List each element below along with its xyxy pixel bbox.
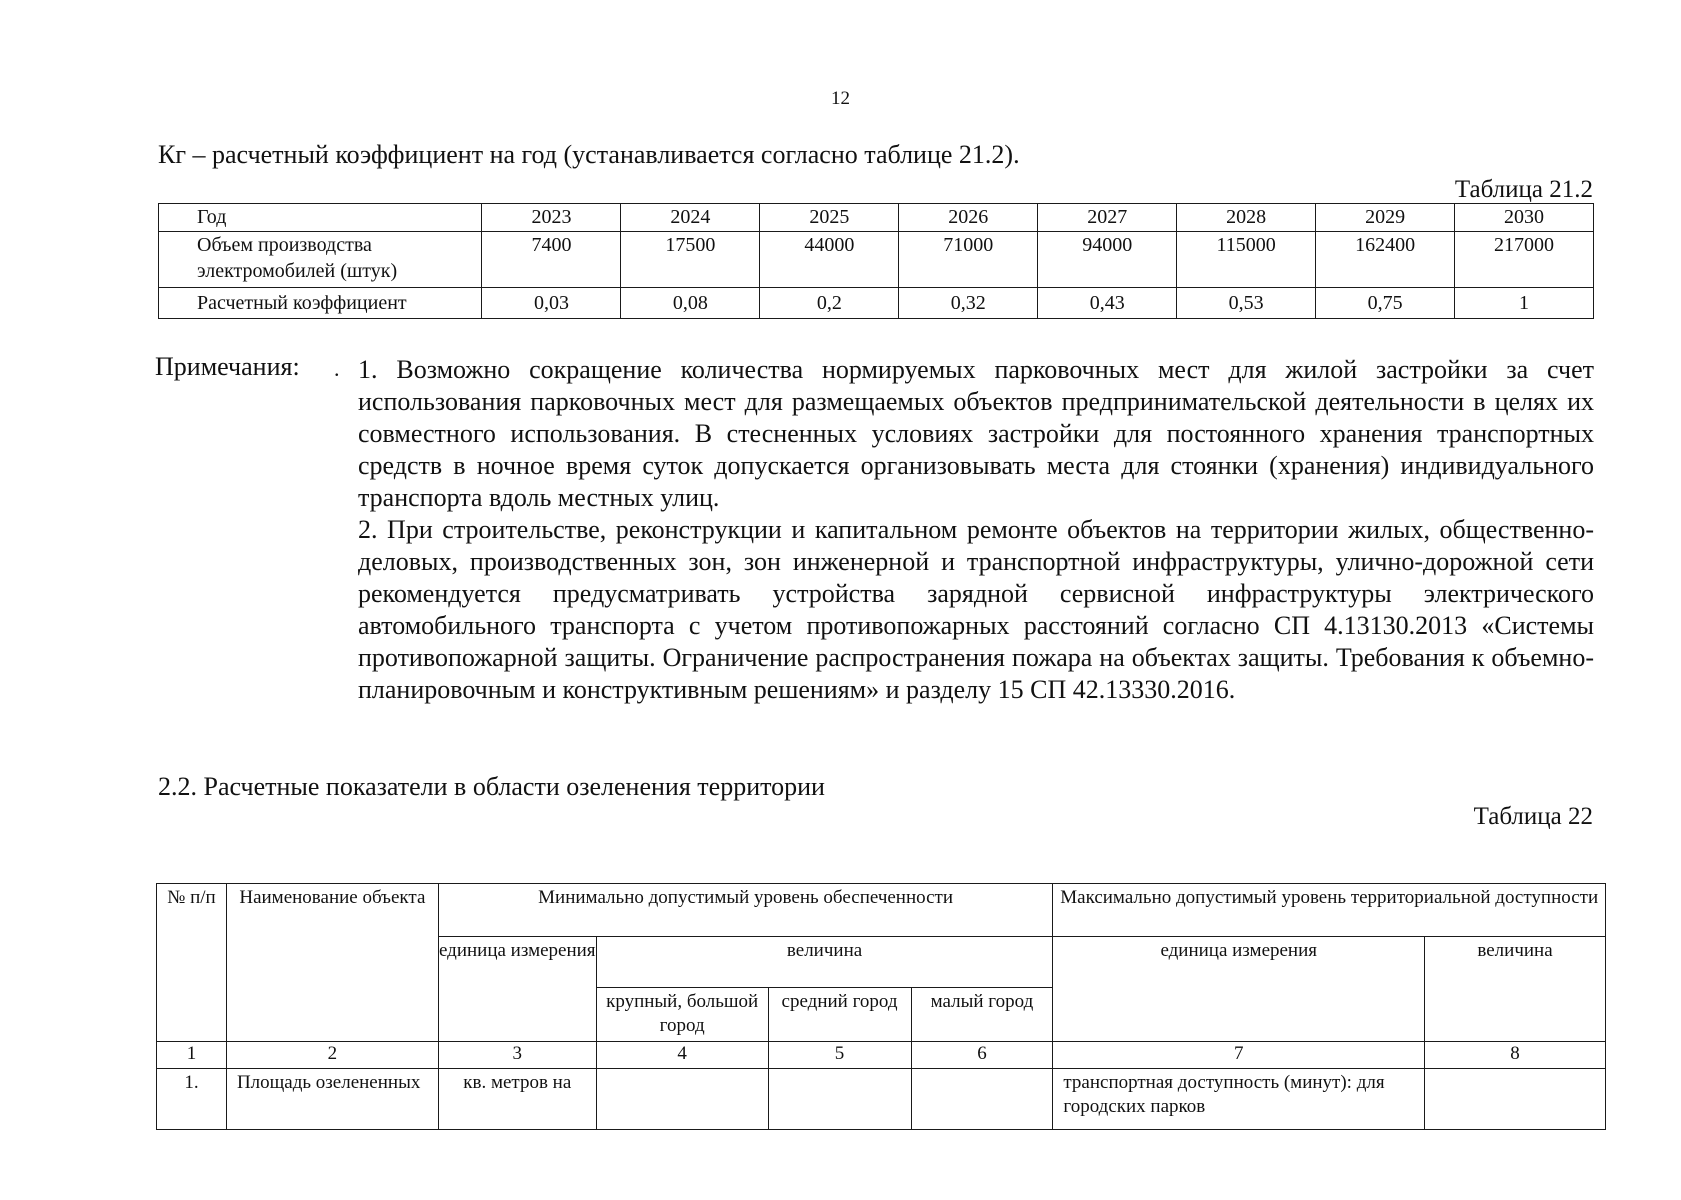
year-cell: 2025 [760,204,899,232]
column-number: 3 [438,1042,596,1069]
row-label: Расчетный коэффициент [159,288,482,319]
header-value-max: величина [1425,937,1606,1042]
table-cell: 0,03 [482,288,621,319]
header-small-city: малый город [911,988,1053,1042]
table-cell: 71000 [899,232,1038,288]
header-unit-max: единица измерения [1053,937,1425,1042]
table-21-2-caption: Таблица 21.2 [1454,176,1593,203]
section-heading: 2.2. Расчетные показатели в области озеленения территории [158,772,825,801]
table-21-2 [158,203,1594,319]
table-header-row [157,884,1606,937]
column-number: 7 [1053,1042,1425,1069]
header-big-city: крупный, большой город [596,988,768,1042]
header-num: № п/п [157,884,227,1042]
column-number: 6 [911,1042,1053,1069]
year-cell: 2027 [1038,204,1177,232]
header-mid-city: средний город [768,988,911,1042]
intro-text: Кг – расчетный коэффициент на год (устанавливается согласно таблице 21.2). [158,140,1020,169]
table-cell: 0,2 [760,288,899,319]
page-number: 12 [831,88,850,109]
header-max-level: Максимально допустимый уровень территориальной доступности [1053,884,1606,937]
row-access: транспортная доступность (минут): для городских парков [1053,1069,1425,1130]
year-cell: 2029 [1316,204,1455,232]
note-item: 1. Возможно сокращение количества нормируемых парковочных мест для жилой застройки за счет использования парковочных мест для размещаемых объектов предпринимательской деятельности в целях их совместного использования. В стесненных условиях застройки для постоянного хранения транспортных средств в ночное время суток допускается организовывать места для стоянки (хранения) индивидуального транспорта вдоль местных улиц. [358,355,1594,512]
table-row [157,1069,1606,1130]
notes-label: Примечания: [155,352,300,381]
table-cell: 162400 [1316,232,1455,288]
table-cell: 115000 [1177,232,1316,288]
table-22 [156,883,1606,1130]
table-row [159,204,1594,232]
header-value-min: величина [596,937,1053,988]
table-cell: 94000 [1038,232,1177,288]
column-number-row [157,1042,1606,1069]
year-cell: 2026 [899,204,1038,232]
row-name: Площадь озелененных [226,1069,438,1130]
table-cell: 1 [1455,288,1594,319]
row-big-city [596,1069,768,1130]
table-cell: 0,75 [1316,288,1455,319]
year-cell: 2024 [621,204,760,232]
table-22-caption: Таблица 22 [1473,803,1593,830]
header-unit-min: единица измерения [438,937,596,1042]
note-item: 2. При строительстве, реконструкции и капитальном ремонте объектов на территории жилых, общественно-деловых, производственных зон, зон инженерной и транспортной инфраструктуры, улично-дорожной сети рекомендуется предусматривать устройства зарядной сервисной инфраструктуры электрического автомобильного транспорта с учетом противопожарных расстояний согласно СП 4.13130.2013 «Системы противопожарной защиты. Ограничение распространения пожара на объектах защиты. Требования к объемно-планировочным и конструктивным решениям» и разделу 15 СП 42.13330.2016. [358,515,1594,704]
year-cell: 2023 [482,204,621,232]
column-number: 1 [157,1042,227,1069]
column-number: 2 [226,1042,438,1069]
table-row [159,288,1594,319]
year-header: Год [159,204,482,232]
row-label: Объем производства электромобилей (штук) [159,232,482,288]
row-unit: кв. метров на [438,1069,596,1130]
column-number: 5 [768,1042,911,1069]
table-cell: 0,32 [899,288,1038,319]
row-value [1425,1069,1606,1130]
table-cell: 0,53 [1177,288,1316,319]
table-row [159,232,1594,288]
table-cell: 44000 [760,232,899,288]
table-cell: 217000 [1455,232,1594,288]
table-cell: 0,43 [1038,288,1177,319]
table-cell: 17500 [621,232,760,288]
year-cell: 2030 [1455,204,1594,232]
header-min-level: Минимально допустимый уровень обеспеченности [438,884,1053,937]
year-cell: 2028 [1177,204,1316,232]
row-num: 1. [157,1069,227,1130]
header-name: Наименование объекта [226,884,438,1042]
table-cell: 0,08 [621,288,760,319]
row-mid-city [768,1069,911,1130]
table-cell: 7400 [482,232,621,288]
notes-dot: . [334,356,340,381]
row-small-city [911,1069,1053,1130]
column-number: 8 [1425,1042,1606,1069]
column-number: 4 [596,1042,768,1069]
